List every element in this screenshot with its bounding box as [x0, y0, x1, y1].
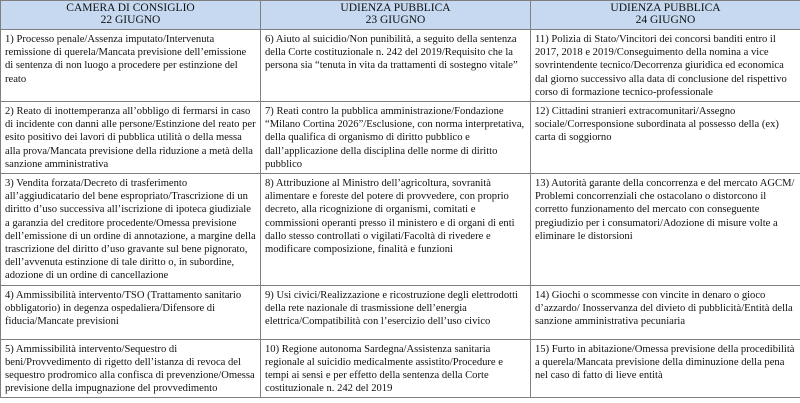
case-cell: 6) Aiuto al suicidio/Non punibilità, a seguito della sentenza della Corte costituzionale n. 242 del 2019/Requisito che la persona sia “tenuta in vita da trattamenti di sostegno vitale”: [261, 30, 531, 102]
table-row: [1, 285, 800, 339]
case-cell: 5) Ammissibilità intervento/Sequestro di beni/Provvedimento di rigetto dell’istanza di revoca del sequestro prodromico alla confisca di prevenzione/Omessa previsione della impugnazione del provvedimento: [1, 339, 261, 398]
case-cell: 11) Polizia di Stato/Vincitori dei concorsi banditi entro il 2017, 2018 e 2019/Conseguimento della nomina a vice sovrintendente tecnico/Decorrenza giuridica ed economica dal giorno successivo alla data di conclusione del rispettivo corso di formazione tecnico-professionale: [531, 30, 800, 102]
case-cell: 15) Furto in abitazione/Omessa previsione della procedibilità a querela/Mancata previsione della diminuzione della pena nel caso di fatto di lieve entità: [531, 339, 800, 398]
table-row: [1, 102, 800, 174]
header-title: UDIENZA PUBBLICA: [610, 2, 721, 14]
case-cell: 14) Giochi o scommesse con vincite in denaro o gioco d’azzardo/ Inosservanza del divieto di pubblicità/Entità della sanzione amministrativa pecuniaria: [531, 285, 800, 339]
case-cell: 3) Vendita forzata/Decreto di trasferimento all’aggiudicatario del bene espropriato/Trascrizione di un diritto d’uso successiva all’iscrizione di ipoteca giudiziale a garanzia del creditore procedente/Omessa previsione dell’emissione di un ordine di annotazione, a margine della trascrizione del diritto d’uso gravante sul bene pignorato, dell’avvenuta estinzione di tale diritto o, in subordine, adozione di un ordine di cancellazione: [1, 174, 261, 286]
header-camera-di-consiglio: [1, 1, 261, 30]
case-cell: 8) Attribuzione al Ministro dell’agricoltura, sovranità alimentare e foreste del potere di provvedere, con proprio decreto, alla ricognizione di organismi, comitati e commissioni operanti presso il ministero e di organi di enti dallo stesso controllati o vigilati/Facoltà di rivedere e modificare composizione, finalità e funzioni: [261, 174, 531, 286]
header-udienza-pubblica-23: [261, 1, 531, 30]
case-cell: 4) Ammissibilità intervento/TSO (Trattamento sanitario obbligatorio) in degenza ospedaliera/Difensore di fiducia/Mancate previsioni: [1, 285, 261, 339]
header-date: 22 GIUGNO: [100, 14, 161, 26]
header-date: 24 GIUGNO: [635, 14, 696, 26]
case-cell: 10) Regione autonoma Sardegna/Assistenza sanitaria regionale al suicidio medicalmente assistito/Procedure e tempi ai sensi e per effetto della sentenza della Corte costituzionale n. 242 del 2019: [261, 339, 531, 398]
table-row: [1, 30, 800, 102]
table-row: [1, 174, 800, 286]
table-row: [1, 339, 800, 398]
header-title: UDIENZA PUBBLICA: [340, 2, 451, 14]
case-cell: 7) Reati contro la pubblica amministrazione/Fondazione “Milano Cortina 2026”/Esclusione, con norma interpretativa, della qualifica di organismo di diritto pubblico e dall’applicazione della disciplina delle norme di diritto pubblico: [261, 102, 531, 174]
case-cell: 9) Usi civici/Realizzazione e ricostruzione degli elettrodotti della rete nazionale di trasmissione dell’energia elettrica/Compatibilità con l’esercizio dell’uso civico: [261, 285, 531, 339]
case-cell: 12) Cittadini stranieri extracomunitari/Assegno sociale/Corresponsione subordinata al possesso della (ex) carta di soggiorno: [531, 102, 800, 174]
header-row: [1, 1, 800, 30]
case-cell: 1) Processo penale/Assenza imputato/Intervenuta remissione di querela/Mancata previsione dell’emissione di sentenza di non luogo a procedere per estinzione del reato: [1, 30, 261, 102]
header-date: 23 GIUGNO: [365, 14, 426, 26]
header-udienza-pubblica-24: [531, 1, 800, 30]
case-cell: 2) Reato di inottemperanza all’obbligo di fermarsi in caso di incidente con danni alle persone/Estinzione del reato per esito positivo dei lavori di pubblica utilità o della messa alla prova/Mancata previsione della riduzione a metà della sanzione amministrativa: [1, 102, 261, 174]
case-cell: 13) Autorità garante della concorrenza e del mercato AGCM/ Problemi concorrenziali che ostacolano o distorcono il corretto funzionamento del mercato con conseguente pregiudizio per i consumatori/Adozione di misure volte a eliminare le distorsioni: [531, 174, 800, 286]
header-title: CAMERA DI CONSIGLIO: [66, 2, 195, 14]
